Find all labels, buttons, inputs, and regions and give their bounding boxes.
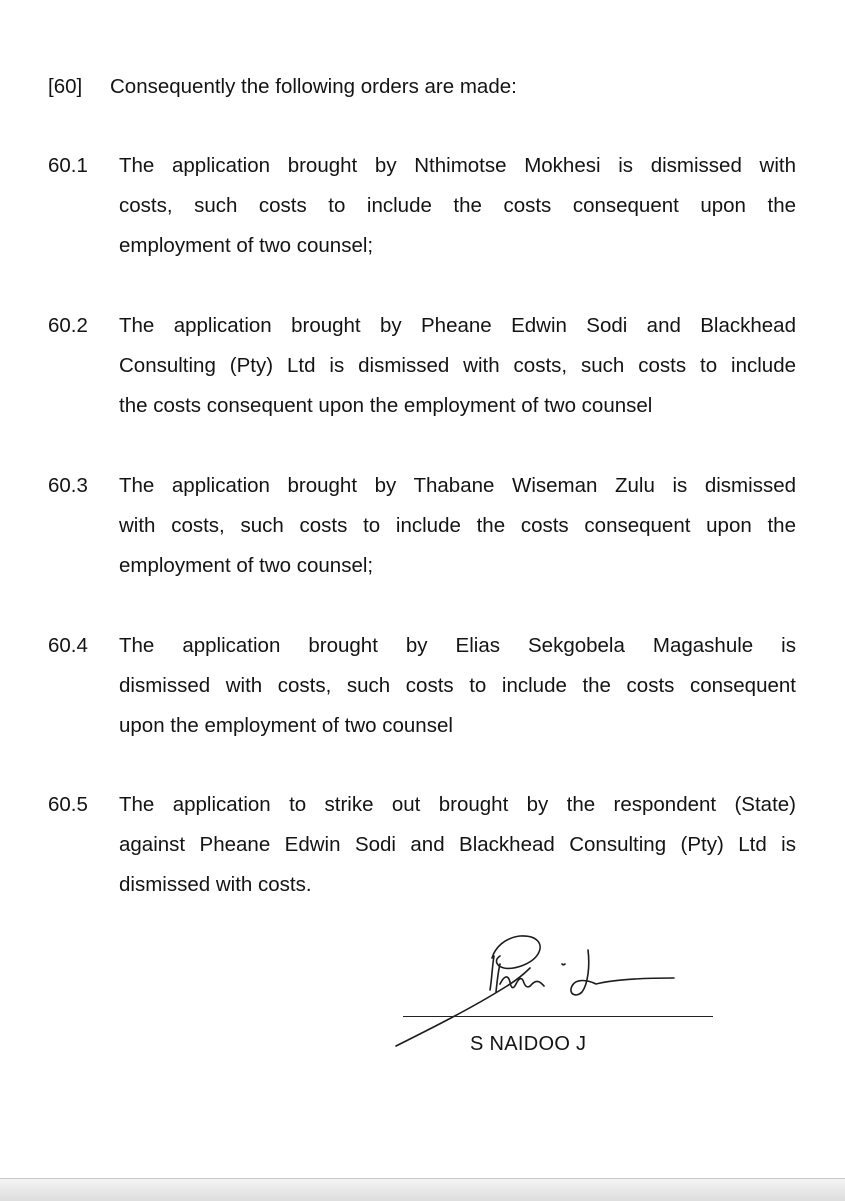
order-number: 60.2 xyxy=(48,314,88,337)
order-text-line: The application to strike out brought by the respondent (State) xyxy=(119,793,796,816)
order-text xyxy=(119,306,796,426)
order-text-line: The application brought by Elias Sekgobela Magashule is xyxy=(119,634,796,657)
order-item xyxy=(48,146,796,266)
order-number: 60.1 xyxy=(48,154,88,177)
order-text-line: The application brought by Nthimotse Mokhesi is dismissed with xyxy=(119,154,796,177)
order-number: 60.4 xyxy=(48,634,88,657)
order-text xyxy=(119,785,796,905)
order-text xyxy=(119,466,796,586)
order-text-line: against Pheane Edwin Sodi and Blackhead Consulting (Pty) Ltd is xyxy=(119,833,796,856)
order-number: 60.5 xyxy=(48,793,88,816)
order-text-line: with costs, such costs to include the costs consequent upon the xyxy=(119,514,796,537)
order-text-line: upon the employment of two counsel xyxy=(119,714,453,737)
paragraph-number: [60] xyxy=(48,75,83,98)
paragraph-intro-text: Consequently the following orders are made: xyxy=(110,75,517,98)
paragraph-intro xyxy=(48,72,517,102)
order-item xyxy=(48,785,796,905)
order-text-line: employment of two counsel; xyxy=(119,554,374,577)
order-text-line: employment of two counsel; xyxy=(119,234,374,257)
judge-name: S NAIDOO J xyxy=(470,1033,587,1055)
order-text-line: costs, such costs to include the costs consequent upon the xyxy=(119,194,796,217)
order-item xyxy=(48,466,796,586)
order-item xyxy=(48,626,796,746)
order-number: 60.3 xyxy=(48,474,88,497)
order-item xyxy=(48,306,796,426)
signature-line xyxy=(403,1016,713,1017)
order-text xyxy=(119,626,796,746)
order-text-line: Consulting (Pty) Ltd is dismissed with costs, such costs to include xyxy=(119,354,796,377)
order-text-line: dismissed with costs. xyxy=(119,873,312,896)
order-text xyxy=(119,146,796,266)
order-text-line: The application brought by Pheane Edwin Sodi and Blackhead xyxy=(119,314,796,337)
order-text-line: the costs consequent upon the employment of two counsel xyxy=(119,394,653,417)
order-text-line: The application brought by Thabane Wiseman Zulu is dismissed xyxy=(119,474,796,497)
bottom-scroll-edge xyxy=(0,1178,845,1201)
order-text-line: dismissed with costs, such costs to include the costs consequent xyxy=(119,674,796,697)
